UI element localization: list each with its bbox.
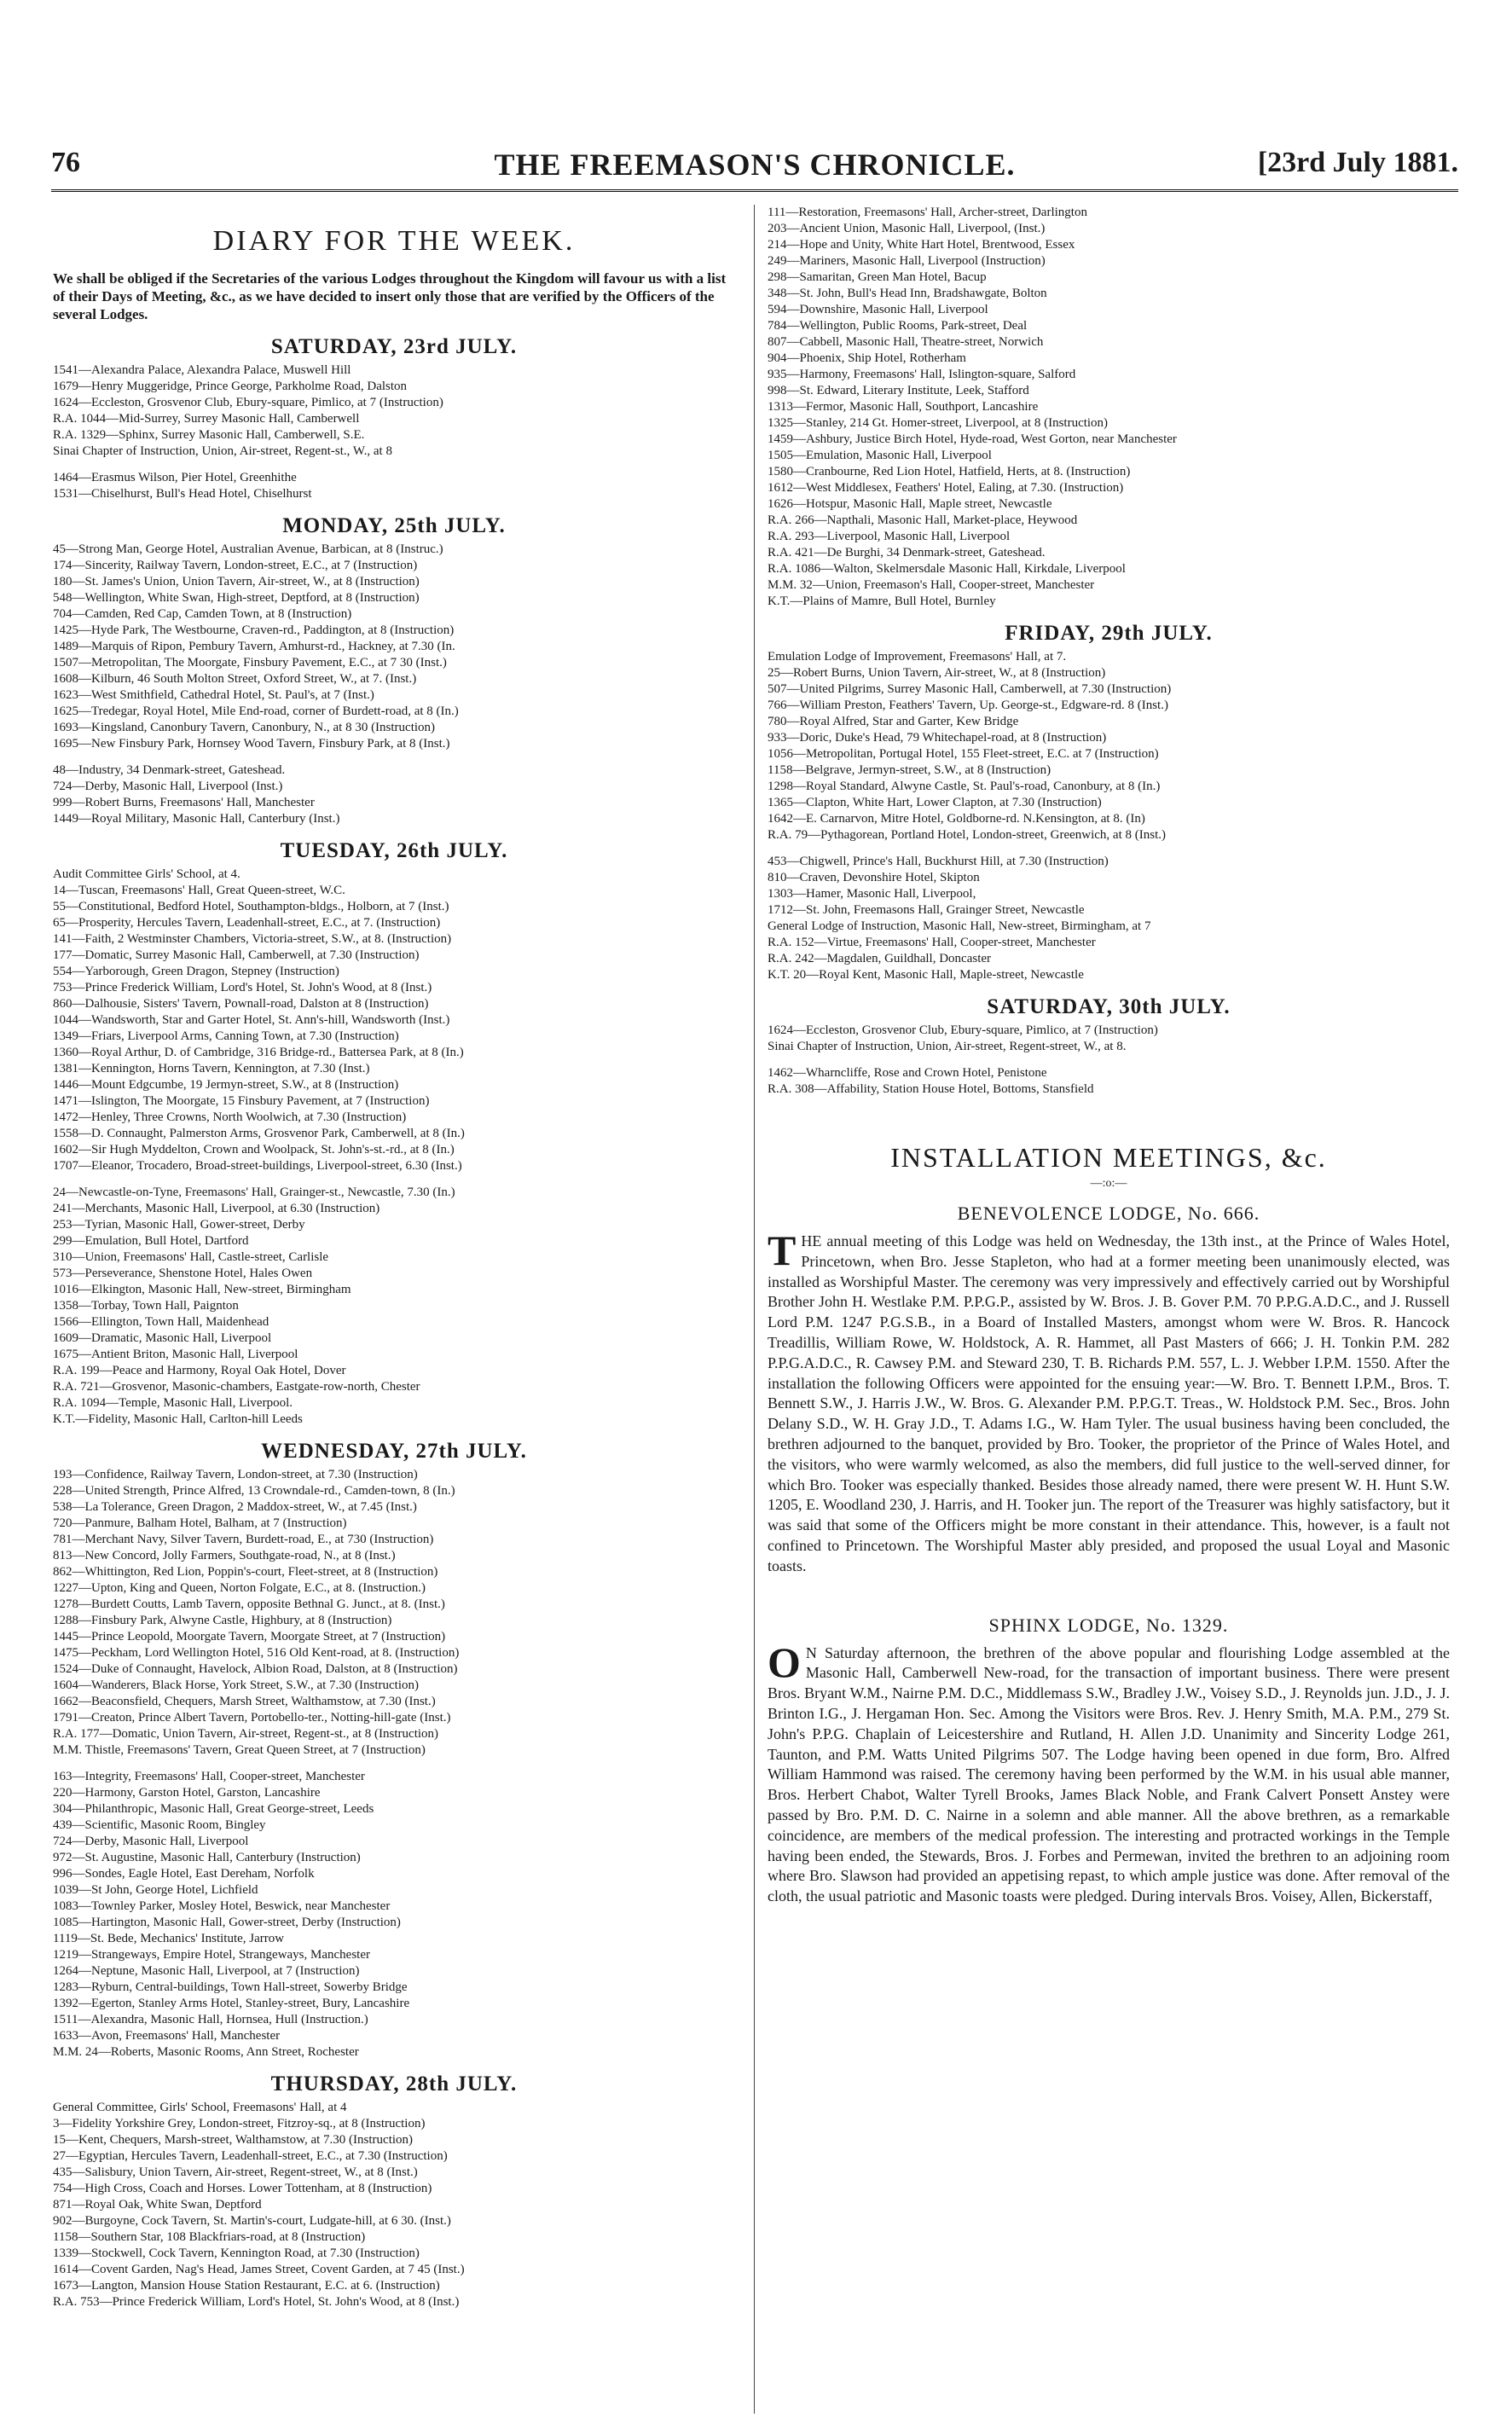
masthead: THE FREEMASON'S CHRONICLE. (494, 148, 1016, 182)
meeting-entry: R.A. 266—Napthali, Masonic Hall, Market-place, Heywood (768, 513, 1078, 527)
meeting-entry: 972—St. Augustine, Masonic Hall, Canterbury (Instruction) (53, 1851, 361, 1864)
meeting-entry: 45—Strong Man, George Hotel, Australian Avenue, Barbican, at 8 (Instruc.) (53, 542, 443, 556)
meeting-entry: 1464—Erasmus Wilson, Pier Hotel, Greenhithe (53, 471, 297, 484)
meeting-entry: 299—Emulation, Bull Hotel, Dartford (53, 1234, 249, 1248)
day-heading: WEDNESDAY, 27th JULY. (261, 1440, 527, 1463)
meeting-entry: R.A. 421—De Burghi, 34 Denmark-street, Gateshead. (768, 546, 1046, 559)
group-gap (53, 752, 735, 762)
meeting-entry: 998—St. Edward, Literary Institute, Leek, Stafford (768, 384, 1029, 397)
day-section-continued (768, 205, 1450, 610)
meeting-entry: 1056—Metropolitan, Portugal Hotel, 155 Fleet-street, E.C. at 7 (Instruction) (768, 747, 1159, 761)
meeting-entry: 1511—Alexandra, Masonic Hall, Hornsea, Hull (Instruction.) (53, 2013, 368, 2026)
meeting-entry: 904—Phoenix, Ship Hotel, Rotherham (768, 351, 966, 365)
day-section (53, 2072, 735, 2310)
meeting-entry: 1566—Ellington, Town Hall, Maidenhead (53, 1315, 269, 1329)
meeting-entry: 1693—Kingsland, Canonbury Tavern, Canonbury, N., at 8 30 (Instruction) (53, 721, 436, 734)
installation-title: INSTALLATION MEETINGS, &c. (890, 1142, 1327, 1173)
group-gap (53, 1759, 735, 1769)
meeting-entry: 862—Whittington, Red Lion, Poppin's-court, Fleet-street, at 8 (Instruction) (53, 1565, 438, 1579)
meeting-entry: 249—Mariners, Masonic Hall, Liverpool (Instruction) (768, 254, 1046, 268)
meeting-entry: 1673—Langton, Mansion House Station Restaurant, E.C. at 6. (Instruction) (53, 2279, 440, 2293)
meeting-entry: 1608—Kilburn, 46 South Molton Street, Oxford Street, W., at 7. (Inst.) (53, 672, 417, 686)
meeting-entry: 1624—Eccleston, Grosvenor Club, Ebury-square, Pimlico, at 7 (Instruction) (53, 396, 443, 409)
meeting-entry: 1541—Alexandra Palace, Alexandra Palace, Muswell Hill (53, 363, 351, 377)
meeting-entry: R.A. 177—Domatic, Union Tavern, Air-street, Regent-st., at 8 (Instruction) (53, 1727, 439, 1741)
meeting-entry: 1625—Tredegar, Royal Hotel, Mile End-road, corner of Burdett-road, at 8 (In.) (53, 704, 459, 718)
meeting-entry: Sinai Chapter of Instruction, Union, Air-street, Regent-st., W., at 8 (53, 444, 392, 458)
meeting-entry: R.A. 721—Grosvenor, Masonic-chambers, Eastgate-row-north, Chester (53, 1380, 420, 1394)
meeting-entry: R.A. 199—Peace and Harmony, Royal Oak Hotel, Dover (53, 1364, 346, 1377)
meeting-entry: R.A. 1086—Walton, Skelmersdale Masonic Hall, Kirkdale, Liverpool (768, 562, 1126, 576)
meeting-entry: 24—Newcastle-on-Tyne, Freemasons' Hall, Grainger-st., Newcastle, 7.30 (In.) (53, 1186, 455, 1199)
meeting-entry: 1642—E. Carnarvon, Mitre Hotel, Goldborne-rd. N.Kensington, at 8. (In) (768, 812, 1145, 826)
meeting-entry: R.A. 79—Pythagorean, Portland Hotel, London-street, Greenwich, at 8 (Inst.) (768, 828, 1166, 842)
meeting-entry: R.A. 753—Prince Frederick William, Lord's Hotel, St. John's Wood, at 8 (Inst.) (53, 2295, 460, 2309)
meeting-entry: 1475—Peckham, Lord Wellington Hotel, 516 Old Kent-road, at 8. (Instruction) (53, 1646, 460, 1660)
diary-title: DIARY FOR THE WEEK. (212, 225, 576, 257)
meeting-entry: M.M. Thistle, Freemasons' Tavern, Great Queen Street, at 7 (Instruction) (53, 1743, 426, 1757)
meeting-entry: 348—St. John, Bull's Head Inn, Bradshawgate, Bolton (768, 287, 1047, 300)
day-section (53, 839, 735, 1428)
meeting-entry: 1283—Ryburn, Central-buildings, Town Hall-street, Sowerby Bridge (53, 1980, 408, 1994)
meeting-entry: R.A. 1044—Mid-Surrey, Surrey Masonic Hall, Camberwell (53, 412, 360, 426)
meeting-entry: M.M. 32—Union, Freemason's Hall, Cooper-street, Manchester (768, 578, 1095, 592)
page-header (51, 147, 1458, 189)
meeting-entry: 1449—Royal Military, Masonic Hall, Canterbury (Inst.) (53, 812, 340, 826)
lodge-title: BENEVOLENCE LODGE, No. 666. (957, 1203, 1260, 1224)
meeting-entry: 781—Merchant Navy, Silver Tavern, Burdett-road, E., at 730 (Instruction) (53, 1533, 434, 1546)
meeting-entry: R.A. 293—Liverpool, Masonic Hall, Liverpool (768, 530, 1011, 543)
meeting-entry: General Committee, Girls' School, Freemasons' Hall, at 4 (53, 2101, 347, 2114)
day-heading: SATURDAY, 30th JULY. (987, 995, 1231, 1018)
meeting-entry: 996—Sondes, Eagle Hotel, East Dereham, Norfolk (53, 1867, 315, 1881)
meeting-entry: General Lodge of Instruction, Masonic Hall, New-street, Birmingham, at 7 (768, 919, 1151, 933)
meeting-entry: 1219—Strangeways, Empire Hotel, Strangeways, Manchester (53, 1948, 370, 1962)
meeting-entry: 1381—Kennington, Horns Tavern, Kennington, at 7.30 (Inst.) (53, 1062, 370, 1075)
drop-cap: O (768, 1638, 801, 1686)
meeting-entry: 1505—Emulation, Masonic Hall, Liverpool (768, 449, 992, 462)
meeting-entry: 754—High Cross, Coach and Horses. Lower Tottenham, at 8 (Instruction) (53, 2182, 432, 2195)
day-heading: MONDAY, 25th JULY. (282, 514, 506, 537)
meeting-entry: 65—Prosperity, Hercules Tavern, Leadenhall-street, E.C., at 7. (Instruction) (53, 916, 441, 930)
meeting-entry: 1471—Islington, The Moorgate, 15 Finsbury Pavement, at 7 (Instruction) (53, 1094, 430, 1108)
meeting-entry: 48—Industry, 34 Denmark-street, Gateshead. (53, 763, 286, 777)
meeting-entry: 1614—Covent Garden, Nag's Head, James Street, Covent Garden, at 7 45 (Inst.) (53, 2263, 465, 2276)
meeting-entry: K.T.—Plains of Mamre, Bull Hotel, Burnley (768, 594, 996, 608)
meeting-entry: 193—Confidence, Railway Tavern, London-street, at 7.30 (Instruction) (53, 1468, 418, 1481)
meeting-entry: R.A. 1329—Sphinx, Surrey Masonic Hall, Camberwell, S.E. (53, 428, 365, 442)
meeting-entry: 1507—Metropolitan, The Moorgate, Finsbury Pavement, E.C., at 7 30 (Inst.) (53, 656, 447, 670)
meeting-entry: 1339—Stockwell, Cock Tavern, Kennington Road, at 7.30 (Instruction) (53, 2246, 420, 2260)
page-number: 76 (51, 147, 80, 178)
meeting-entry: 1531—Chiselhurst, Bull's Head Hotel, Chiselhurst (53, 487, 312, 501)
meeting-entry: 1313—Fermor, Masonic Hall, Southport, Lancashire (768, 400, 1039, 414)
meeting-entry: 1602—Sir Hugh Myddelton, Crown and Woolpack, St. John's-st.-rd., at 8 (In.) (53, 1143, 455, 1157)
meeting-entry: 15—Kent, Chequers, Marsh-street, Walthamstow, at 7.30 (Instruction) (53, 2133, 414, 2147)
meeting-entry: 1016—Elkington, Masonic Hall, New-street, Birmingham (53, 1283, 351, 1296)
meeting-entry: 1612—West Middlesex, Feathers' Hotel, Ealing, at 7.30. (Instruction) (768, 481, 1124, 495)
meeting-entry: 180—St. James's Union, Union Tavern, Air-street, W., at 8 (Instruction) (53, 575, 420, 588)
day-section (768, 995, 1450, 1098)
meeting-entry: 1298—Royal Standard, Alwyne Castle, St. Paul's-road, Canonbury, at 8 (In.) (768, 780, 1161, 793)
meeting-entry: 1604—Wanderers, Black Horse, York Street, S.W., at 7.30 (Instruction) (53, 1678, 420, 1692)
lodge-report-text: THE annual meeting of this Lodge was held on Wednesday, the 13th inst., at the Prince of Wales Hotel, Princetown, when Bro. Jesse Stapleton, who had at a former meeting been unanimously elected, was installed as Worshipful Master. The ceremony was very impressively and effectively carried out by Worshipful Brother John H. Westlake P.M. P.P.G.P., assisted by W. Bros. J. B. Gover P.M. 70 P.P.G.A.D.C., and J. Russell Lord P.M. 1247 P.G.S.B., in a Board of Installed Masters, amongst whom were W. Bros. R. Hancock Treadillis, William Rowe, W. Holdstock, A. R. Hammet, all Past Masters of 666; J. H. Tonkin P.M. 282 P.P.G.A.D.C., R. Cawsey P.M. and Steward 230, T. B. Richards P.M. 557, L. J. Webber I.P.M. 1550. After the installation the following Officers were appointed for the ensuing year:—W. Bro. T. Bennett I.P.M., Bros. T. Bennett S.W., J. Harris J.W., W. Bros. G. Alexander P.M. P.P.G.T. Treas., W. Holdstock P.M. Sec., Bros. John Delany S.D., W. H. Gray J.D., T. Adams I.G., W. Ham Tyler. The usual business having been concluded, the brethren adjourned to the banquet, provided by Bro. Tooker, the proprietor of the Prince of Wales Hotel, and the visitors, who were warmly welcomed, as also the members, did full justice to the well-served dinner, for which Bro. Tooker was especially thanked. Besides those already named, there were present W. H. Hunt S.W. 1205, E. Woodland 230, J. Harris, and H. Tooker jun. The report of the Treasurer was highly satisfactory, but it was said that some of the Officers might be more constant in their attendance. This, however, is a fault not confined to Princetown. The Worshipful Master ably presided, and proposed the usual Loyal and Masonic toasts. (768, 1226, 1450, 1574)
lodge-reports (768, 1203, 1450, 1907)
meeting-entry: 1119—St. Bede, Mechanics' Institute, Jarrow (53, 1932, 285, 1945)
meeting-entry: Emulation Lodge of Improvement, Freemasons' Hall, at 7. (768, 650, 1067, 664)
section-separator: —:o:— (1090, 1177, 1127, 1190)
diary-days-right (768, 205, 1450, 1098)
group-gap (53, 460, 735, 470)
meeting-entry: Sinai Chapter of Instruction, Union, Air-street, Regent-street, W., at 8. (768, 1040, 1127, 1053)
meeting-entry: 1039—St John, George Hotel, Lichfield (53, 1883, 258, 1897)
meeting-entry: 902—Burgoyne, Cock Tavern, St. Martin's-court, Ludgate-hill, at 6 30. (Inst.) (53, 2214, 451, 2228)
column-divider (754, 205, 755, 2414)
meeting-entry: 1083—Townley Parker, Mosley Hotel, Beswick, near Manchester (53, 1899, 391, 1913)
meeting-entry: 55—Constitutional, Bedford Hotel, Southampton-bldgs., Holborn, at 7 (Inst.) (53, 900, 449, 913)
diary-intro: We shall be obliged if the Secretaries of the various Lodges throughout the Kingdom will favour us with a list of their Days of Meeting, &c., as we have decided to insert only those that are verified by the Officers of the several Lodges. (53, 270, 727, 322)
meeting-entry: 753—Prince Frederick William, Lord's Hotel, St. John's Wood, at 8 (Inst.) (53, 981, 432, 994)
meeting-entry: 1264—Neptune, Masonic Hall, Liverpool, at 7 (Instruction) (53, 1964, 360, 1978)
meeting-entry: 1392—Egerton, Stanley Arms Hotel, Stanley-street, Bury, Lancashire (53, 1997, 410, 2010)
meeting-entry: 435—Salisbury, Union Tavern, Air-street, Regent-street, W., at 8 (Inst.) (53, 2165, 418, 2179)
meeting-entry: 935—Harmony, Freemasons' Hall, Islington-square, Salford (768, 368, 1076, 381)
meeting-entry: 1365—Clapton, White Hart, Lower Clapton, at 7.30 (Instruction) (768, 796, 1102, 809)
day-section (768, 622, 1450, 983)
meeting-entry: 724—Derby, Masonic Hall, Liverpool (53, 1835, 249, 1848)
meeting-entry: 1446—Mount Edgcumbe, 19 Jermyn-street, S.W., at 8 (Instruction) (53, 1078, 399, 1092)
meeting-entry: 163—Integrity, Freemasons' Hall, Cooper-street, Manchester (53, 1770, 365, 1783)
meeting-entry: K.T. 20—Royal Kent, Masonic Hall, Maple-street, Newcastle (768, 968, 1084, 982)
meeting-entry: 298—Samaritan, Green Man Hotel, Bacup (768, 270, 987, 284)
meeting-entry: 304—Philanthropic, Masonic Hall, Great George-street, Leeds (53, 1802, 374, 1816)
meeting-entry: 1524—Duke of Connaught, Havelock, Albion Road, Dalston, at 8 (Instruction) (53, 1662, 458, 1676)
meeting-entry: 1227—Upton, King and Queen, Norton Folgate, E.C., at 8. (Instruction.) (53, 1581, 426, 1595)
meeting-entry: R.A. 308—Affability, Station House Hotel, Bottoms, Stansfield (768, 1082, 1094, 1096)
meeting-entry: 1325—Stanley, 214 Gt. Homer-street, Liverpool, at 8 (Instruction) (768, 416, 1109, 430)
meeting-entry: 1609—Dramatic, Masonic Hall, Liverpool (53, 1331, 272, 1345)
meeting-entry: 1044—Wandsworth, Star and Garter Hotel, St. Ann's-hill, Wandsworth (Inst.) (53, 1013, 450, 1027)
meeting-entry: 111—Restoration, Freemasons' Hall, Archer-street, Darlington (768, 206, 1087, 219)
meeting-entry: 766—William Preston, Feathers' Tavern, Up. George-st., Edgware-rd. 8 (Inst.) (768, 699, 1168, 712)
meeting-entry: 1360—Royal Arthur, D. of Cambridge, 316 Bridge-rd., Battersea Park, at 8 (In.) (53, 1046, 464, 1059)
meeting-entry: 214—Hope and Unity, White Hart Hotel, Brentwood, Essex (768, 238, 1075, 252)
meeting-entry: 1624—Eccleston, Grosvenor Club, Ebury-square, Pimlico, at 7 (Instruction) (768, 1023, 1158, 1037)
meeting-entry: K.T.—Fidelity, Masonic Hall, Carlton-hill Leeds (53, 1412, 303, 1426)
day-heading: FRIDAY, 29th JULY. (1005, 622, 1213, 645)
meeting-entry: R.A. 152—Virtue, Freemasons' Hall, Cooper-street, Manchester (768, 936, 1096, 949)
meeting-entry: 220—Harmony, Garston Hotel, Garston, Lancashire (53, 1786, 321, 1800)
lodge-report (768, 1203, 1450, 1577)
day-heading: THURSDAY, 28th JULY. (270, 2072, 518, 2096)
meeting-entry: 1626—Hotspur, Masonic Hall, Maple street, Newcastle (768, 497, 1052, 511)
meeting-entry: 1358—Torbay, Town Hall, Paignton (53, 1299, 239, 1313)
meeting-entry: 174—Sincerity, Railway Tavern, London-street, E.C., at 7 (Instruction) (53, 559, 418, 572)
meeting-entry: 871—Royal Oak, White Swan, Deptford (53, 2198, 262, 2212)
meeting-entry: 14—Tuscan, Freemasons' Hall, Great Queen-street, W.C. (53, 884, 345, 897)
meeting-entry: 594—Downshire, Masonic Hall, Liverpool (768, 303, 988, 316)
meeting-entry: 807—Cabbell, Masonic Hall, Theatre-street, Norwich (768, 335, 1044, 349)
meeting-entry: 1580—Cranbourne, Red Lion Hotel, Hatfield, Herts, at 8. (Instruction) (768, 465, 1131, 478)
meeting-entry: 203—Ancient Union, Masonic Hall, Liverpool, (Inst.) (768, 222, 1046, 235)
meeting-entry: 310—Union, Freemasons' Hall, Castle-street, Carlisle (53, 1250, 329, 1264)
meeting-entry: 453—Chigwell, Prince's Hall, Buckhurst Hill, at 7.30 (Instruction) (768, 855, 1109, 868)
right-column (768, 205, 1450, 1907)
day-section (53, 1440, 735, 2061)
meeting-entry: 1623—West Smithfield, Cathedral Hotel, St. Paul's, at 7 (Inst.) (53, 688, 374, 702)
meeting-entry: 1445—Prince Leopold, Moorgate Tavern, Moorgate Street, at 7 (Instruction) (53, 1630, 446, 1643)
meeting-entry: 141—Faith, 2 Westminster Chambers, Victoria-street, S.W., at 8. (Instruction) (53, 932, 452, 946)
meeting-entry: 1712—St. John, Freemasons Hall, Grainger Street, Newcastle (768, 903, 1085, 917)
lodge-report (768, 1615, 1450, 1907)
meeting-entry: 1662—Beaconsfield, Chequers, Marsh Street, Walthamstow, at 7.30 (Inst.) (53, 1695, 436, 1708)
day-heading: TUESDAY, 26th JULY. (280, 839, 508, 862)
meeting-entry: 1633—Avon, Freemasons' Hall, Manchester (53, 2029, 281, 2043)
meeting-entry: 538—La Tolerance, Green Dragon, 2 Maddox-street, W., at 7.45 (Inst.) (53, 1500, 417, 1514)
meeting-entry: 507—United Pilgrims, Surrey Masonic Hall, Camberwell, at 7.30 (Instruction) (768, 682, 1172, 696)
header-rule (51, 189, 1458, 192)
meeting-entry: 860—Dalhousie, Sisters' Tavern, Pownall-road, Dalston at 8 (Instruction) (53, 997, 429, 1011)
meeting-entry: 3—Fidelity Yorkshire Grey, London-street, Fitzroy-sq., at 8 (Instruction) (53, 2117, 426, 2130)
meeting-entry: 1791—Creaton, Prince Albert Tavern, Portobello-ter., Notting-hill-gate (Inst.) (53, 1711, 451, 1725)
meeting-entry: 1489—Marquis of Ripon, Pembury Tavern, Amhurst-rd., Hackney, at 7.30 (In. (53, 640, 455, 653)
lodge-report-text: O N Saturday afternoon, the brethren of the above popular and flourishing Lodge assembled at the Masonic Hall, Camberwell New-road, for the transaction of important business. There were present Bros. Bryant W.M., Nairne P.M. D.C., Middlemass S.W., Bradley J.W., Voisey S.D., J. Reynolds jun. J.D., J. J. Brinton I.G., J. Hergaman Hon. Sec. Among the Visitors were Bros. Rev. J. Henry Smith, M.A. P.M., 279 St. John's P.P.G. Chaplain of Leicestershire and Rutland, H. Allen J.D. Unanimity and Sincerity Lodge 261, Taunton, and P.M. Watts United Pilgrims 507. The Lodge having been opened in due form, Bro. Alfred William Hammond was raised. The ceremony having been performed by the W.M. in his usual able manner, Bros. Herbert Chabot, Walter Tyrell Brooks, James Black Noble, and Frank Calvert Ponsett Anstey were passed by Bro. P.M. D. C. Nairne in a solemn and able manner. All the above brethren, as a remarkable coincidence, are members of the medical profession. The interesting and protracted workings in the Temple having been ended, the Stewards, Bros. J. Forbes and Permewan, invited the brethren to an adjoining room where Bro. Slawson had provided an appetising repast, to which ample justice was done. After removal of the cloth, the usual patriotic and Masonic toasts were pledged. During intervals Bros. Voisey, Allen, Bickerstaff, (768, 1638, 1450, 1905)
group-gap (53, 1174, 735, 1185)
meeting-entry: 548—Wellington, White Swan, High-street, Deptford, at 8 (Instruction) (53, 591, 420, 605)
meeting-entry: 554—Yarborough, Green Dragon, Stepney (Instruction) (53, 965, 339, 978)
group-gap (768, 843, 1450, 854)
lodge-title: SPHINX LODGE, No. 1329. (988, 1614, 1229, 1636)
meeting-entry: Audit Committee Girls' School, at 4. (53, 867, 240, 881)
meeting-entry: 813—New Concord, Jolly Farmers, Southgate-road, N., at 8 (Inst.) (53, 1549, 396, 1562)
meeting-entry: 439—Scientific, Masonic Room, Bingley (53, 1818, 266, 1832)
meeting-entry: 1158—Belgrave, Jermyn-street, S.W., at 8 (Instruction) (768, 763, 1051, 777)
meeting-entry: 810—Craven, Devonshire Hotel, Skipton (768, 871, 980, 884)
day-section (53, 514, 735, 827)
meeting-entry: 1695—New Finsbury Park, Hornsey Wood Tavern, Finsbury Park, at 8 (Inst.) (53, 737, 450, 751)
day-heading: SATURDAY, 23rd JULY. (270, 335, 518, 358)
meeting-entry: 933—Doric, Duke's Head, 79 Whitechapel-road, at 8 (Instruction) (768, 731, 1107, 745)
meeting-entry: 784—Wellington, Public Rooms, Park-street, Deal (768, 319, 1028, 333)
meeting-entry: 573—Perseverance, Shenstone Hotel, Hales Owen (53, 1267, 313, 1280)
meeting-entry: 704—Camden, Red Cap, Camden Town, at 8 (Instruction) (53, 607, 352, 621)
meeting-entry: 1425—Hyde Park, The Westbourne, Craven-rd., Paddington, at 8 (Instruction) (53, 623, 455, 637)
meeting-entry: 1349—Friars, Liverpool Arms, Canning Town, at 7.30 (Instruction) (53, 1029, 399, 1043)
meeting-entry: 1675—Antient Briton, Masonic Hall, Liverpool (53, 1348, 298, 1361)
meeting-entry: 25—Robert Burns, Union Tavern, Air-street, W., at 8 (Instruction) (768, 666, 1106, 680)
meeting-entry: 1303—Hamer, Masonic Hall, Liverpool, (768, 887, 976, 901)
meeting-entry: 1278—Burdett Coutts, Lamb Tavern, opposite Bethnal G. Junct., at 8. (Inst.) (53, 1597, 445, 1611)
meeting-entry: 720—Panmure, Balham Hotel, Balham, at 7 (Instruction) (53, 1516, 347, 1530)
meeting-entry: 27—Egyptian, Hercules Tavern, Leadenhall-street, E.C., at 7.30 (Instruction) (53, 2149, 448, 2163)
meeting-entry: 1707—Eleanor, Trocadero, Broad-street-buildings, Liverpool-street, 6.30 (Inst.) (53, 1159, 462, 1173)
meeting-entry: M.M. 24—Roberts, Masonic Rooms, Ann Street, Rochester (53, 2045, 359, 2059)
meeting-entry: 780—Royal Alfred, Star and Garter, Kew Bridge (768, 715, 1019, 728)
meeting-entry: 1459—Ashbury, Justice Birch Hotel, Hyde-road, West Gorton, near Manchester (768, 432, 1177, 446)
meeting-entry: 228—United Strength, Prince Alfred, 13 Crowndale-rd., Camden-town, 8 (In.) (53, 1484, 455, 1498)
meeting-entry: 253—Tyrian, Masonic Hall, Gower-street, Derby (53, 1218, 305, 1232)
drop-cap: T (768, 1226, 797, 1274)
meeting-entry: 1085—Hartington, Masonic Hall, Gower-street, Derby (Instruction) (53, 1916, 401, 1929)
meeting-entry: 724—Derby, Masonic Hall, Liverpool (Inst.) (53, 780, 283, 793)
meeting-entry: 999—Robert Burns, Freemasons' Hall, Manchester (53, 796, 315, 809)
meeting-entry: R.A. 242—Magdalen, Guildhall, Doncaster (768, 952, 992, 965)
meeting-entry: 1679—Henry Muggeridge, Prince George, Parkholme Road, Dalston (53, 380, 408, 393)
day-section (53, 335, 735, 502)
group-gap (768, 1055, 1450, 1065)
meeting-entry: R.A. 1094—Temple, Masonic Hall, Liverpool. (53, 1396, 293, 1410)
meeting-entry: 177—Domatic, Surrey Masonic Hall, Camberwell, at 7.30 (Instruction) (53, 948, 420, 962)
meeting-entry: 1288—Finsbury Park, Alwyne Castle, Highbury, at 8 (Instruction) (53, 1614, 392, 1627)
diary-days-left (53, 335, 735, 2310)
meeting-entry: 1472—Henley, Three Crowns, North Woolwich, at 7.30 (Instruction) (53, 1110, 407, 1124)
meeting-entry: 1558—D. Connaught, Palmerston Arms, Grosvenor Park, Camberwell, at 8 (In.) (53, 1127, 465, 1140)
left-column (53, 205, 735, 2310)
meeting-entry: 1462—Wharncliffe, Rose and Crown Hotel, Penistone (768, 1066, 1047, 1080)
meeting-entry: 1158—Southern Star, 108 Blackfriars-road, at 8 (Instruction) (53, 2230, 366, 2244)
meeting-entry: 241—Merchants, Masonic Hall, Liverpool, at 6.30 (Instruction) (53, 1202, 380, 1215)
issue-date: [23rd July 1881. (1257, 147, 1458, 178)
